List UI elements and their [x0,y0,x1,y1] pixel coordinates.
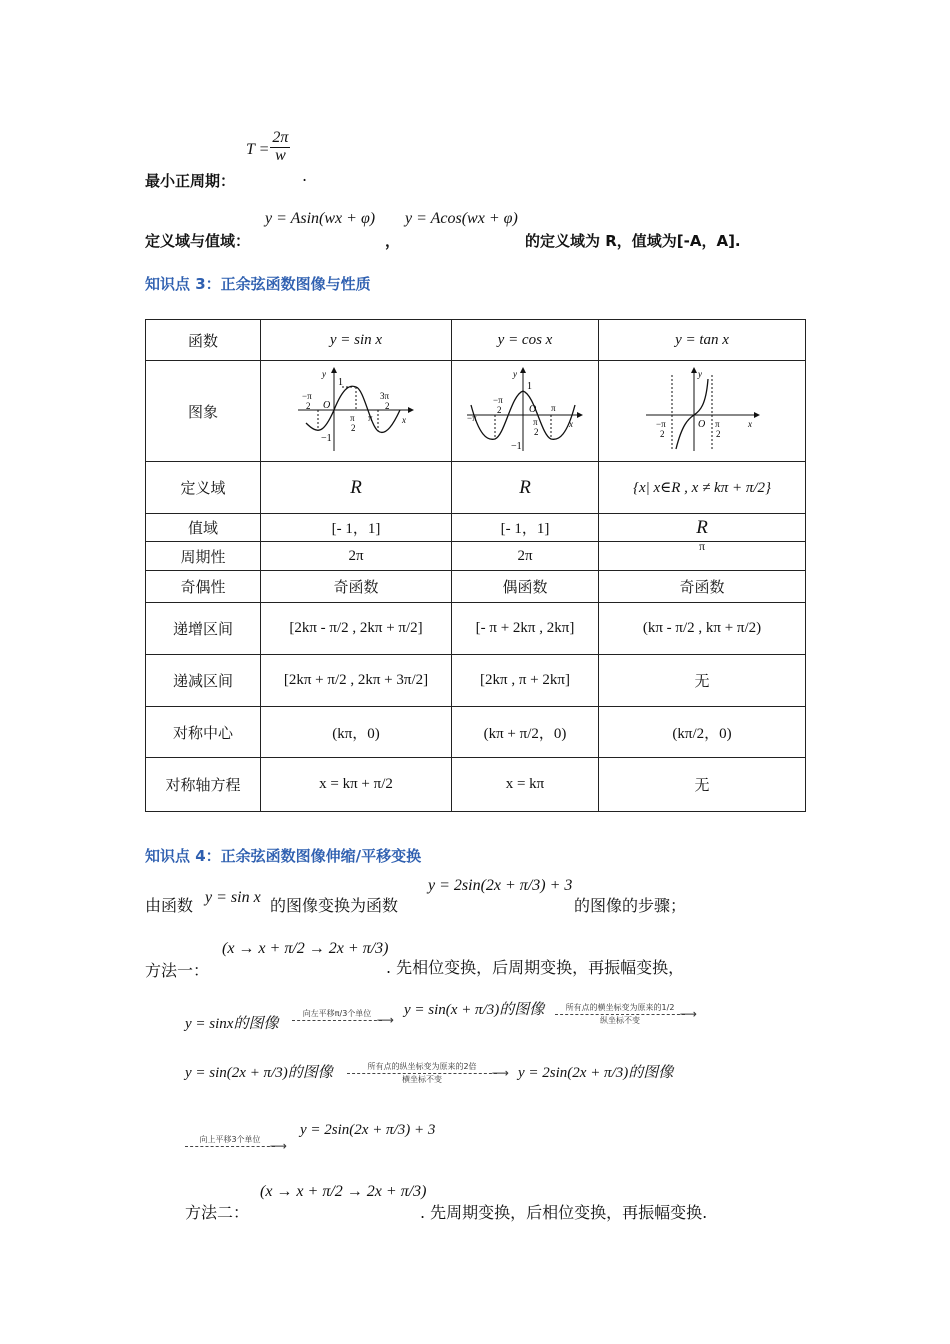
trig-properties-table [145,319,806,812]
sin-graph-o: O [323,400,331,411]
sin-decreasing: [2kπ + π/2 , 2kπ + 3π/2] [261,655,452,707]
arrow-2-bottom: 纵坐标不变 [600,1016,640,1025]
table-row-period [146,542,806,571]
table-header-row [146,320,806,361]
sin-increasing: [2kπ - π/2 , 2kπ + π/2] [261,603,452,655]
sin-graph-3pi-den: 2 [385,401,390,411]
table-row-center [146,707,806,758]
table-row-increasing [146,603,806,655]
row-label-center: 对称中心 [146,707,261,758]
row-label-decreasing: 递减区间 [146,655,261,707]
arrow-2-top: 所有点的横坐标变为原来的1/2 ⟶ [555,1002,685,1015]
cos-graph [465,365,585,453]
sin-parity: 奇函数 [261,571,452,603]
tan-domain: {x| x∈R , x ≠ kπ + π/2} [599,462,806,514]
sin-graph-one: 1 [338,377,343,388]
cos-graph-o: O [529,404,537,415]
arrow-3 [347,1061,497,1085]
cos-center: (kπ + π/2，0) [452,707,599,758]
sin-graph-half-den: 2 [351,423,356,433]
tan-graph-o: O [698,419,706,430]
domain-label: 定义域与值域： [145,232,251,250]
tan-graph [642,365,762,453]
cos-graph-neg-one: −1 [511,441,522,452]
sin-graph-neg-one: −1 [321,433,332,444]
cos-increasing: [- π + 2kπ , 2kπ] [452,603,599,655]
tan-decreasing: 无 [599,655,806,707]
cos-graph-neg-pi: −π [467,413,477,423]
sin-graph-cell [261,361,452,462]
tan-axis: 无 [599,758,806,812]
cos-graph-pi: π [551,403,556,413]
cos-parity: 偶函数 [452,571,599,603]
tan-graph-neg-half-pi: −π [656,419,666,429]
method2-desc: . 先周期变换，后相位变换，再振幅变换. [420,1203,708,1222]
arrow-3-top: 所有点的纵坐标变为原来的2倍 ⟶ [347,1061,497,1074]
intro-f-to: y = 2sin(2x + π/3) + 3 [428,877,573,894]
tan-range: R [599,514,806,542]
row-label-graph: 图象 [146,361,261,462]
arrow-4-note: 向上平移3个单位 ⟶ [185,1134,275,1147]
table-row-domain [146,462,806,514]
domain-tail: 的定义域为 R，值域为[-A，A]. [525,232,741,250]
tan-period: π [599,542,806,571]
step-4: y = 2sin(2x + π/3)的图像 [518,1065,674,1081]
cos-range: [- 1，1] [452,514,599,542]
row-label-range: 值域 [146,514,261,542]
cos-graph-half-pi: π [533,417,538,427]
sin-graph-neg-half-den: 2 [306,401,311,411]
sin-axis: x = kπ + π/2 [261,758,452,812]
row-label-increasing: 递增区间 [146,603,261,655]
sin-range: [- 1，1] [261,514,452,542]
cos-axis: x = kπ [452,758,599,812]
step-5: y = 2sin(2x + π/3) + 3 [300,1122,436,1138]
intro-mid: 的图像变换为函数 [270,896,399,915]
table-row-decreasing [146,655,806,707]
step-2: y = sin(x + π/3)的图像 [404,1002,545,1018]
row-label-period: 周期性 [146,542,261,571]
header-function: 函数 [146,320,261,361]
cos-decreasing: [2kπ , π + 2kπ] [452,655,599,707]
tan-increasing: (kπ - π/2 , kπ + π/2) [599,603,806,655]
arrow-3-bottom: 横坐标不变 [402,1075,442,1084]
table-row-axis [146,758,806,812]
step-3: y = sin(2x + π/3)的图像 [185,1065,333,1081]
method2-chain: (x → x + π/2 → 2x + π/3) [260,1183,427,1200]
period-label: 最小正周期： [145,172,236,190]
tan-graph-y: y [698,369,702,379]
tan-graph-half-den: 2 [716,429,721,439]
tan-graph-x: x [748,419,752,429]
intro-post: 的图像的步骤； [574,896,687,915]
sin-graph-y: y [322,369,326,379]
arrow-2 [555,1002,685,1026]
method1-label: 方法一： [145,961,210,980]
method1-chain: (x → x + π/2 → 2x + π/3) [222,940,389,957]
arrow-1-note: 向左平移π/3个单位 ⟶ [292,1008,382,1021]
step-1: y = sinx的图像 [185,1016,279,1032]
header-tan: y = tan x [599,320,806,361]
cos-graph-half-den: 2 [534,427,539,437]
intro-f-from: y = sin x [205,889,261,906]
period-end: . [302,166,308,185]
header-sin: y = sin x [261,320,452,361]
sin-graph-neg-half-pi: −π [302,391,312,401]
arrow-4 [185,1130,275,1149]
method1-desc: . 先相位变换，后周期变换，再振幅变换， [386,958,685,977]
heading-knowledge-3: 知识点 3：正余弦函数图像与性质 [145,275,371,293]
heading-knowledge-4: 知识点 4：正余弦函数图像伸缩/平移变换 [145,847,422,865]
table-row-parity [146,571,806,603]
arrow-1 [292,1004,382,1023]
domain-formula-sin: y = Asin(wx + φ) [265,210,376,227]
tan-center: (kπ/2，0) [599,707,806,758]
row-label-domain: 定义域 [146,462,261,514]
sin-graph-x: x [402,415,406,425]
cos-graph-cell [452,361,599,462]
cos-graph-neg-half-den: 2 [497,405,502,415]
intro-pre: 由函数 [145,896,194,915]
period-formula: T = $\frac{2\pi}{w}$ [246,129,289,164]
header-cos: y = cos x [452,320,599,361]
sin-graph-half-pi: π [350,413,355,423]
sin-graph-pi: π [368,413,373,423]
tan-graph-half-pi: π [715,419,720,429]
sin-period: 2π [261,542,452,571]
sin-center: (kπ，0) [261,707,452,758]
cos-period: 2π [452,542,599,571]
tan-graph-cell [599,361,806,462]
cos-graph-x: x [569,419,573,429]
cos-graph-y: y [513,369,517,379]
sin-graph [296,365,416,453]
sin-domain: R [261,462,452,514]
cos-graph-neg-half-pi: −π [493,395,503,405]
row-label-parity: 奇偶性 [146,571,261,603]
domain-formula-cos: y = Acos(wx + φ) [405,210,518,227]
method2-label: 方法二： [185,1203,250,1222]
tan-graph-neg-half-den: 2 [660,429,665,439]
row-label-axis: 对称轴方程 [146,758,261,812]
tan-parity: 奇函数 [599,571,806,603]
cos-domain: R [452,462,599,514]
table-row-graph [146,361,806,462]
table-row-range [146,514,806,542]
cos-graph-one: 1 [527,381,532,392]
sin-graph-3pi: 3π [380,391,390,401]
domain-sep: ， [385,232,401,250]
